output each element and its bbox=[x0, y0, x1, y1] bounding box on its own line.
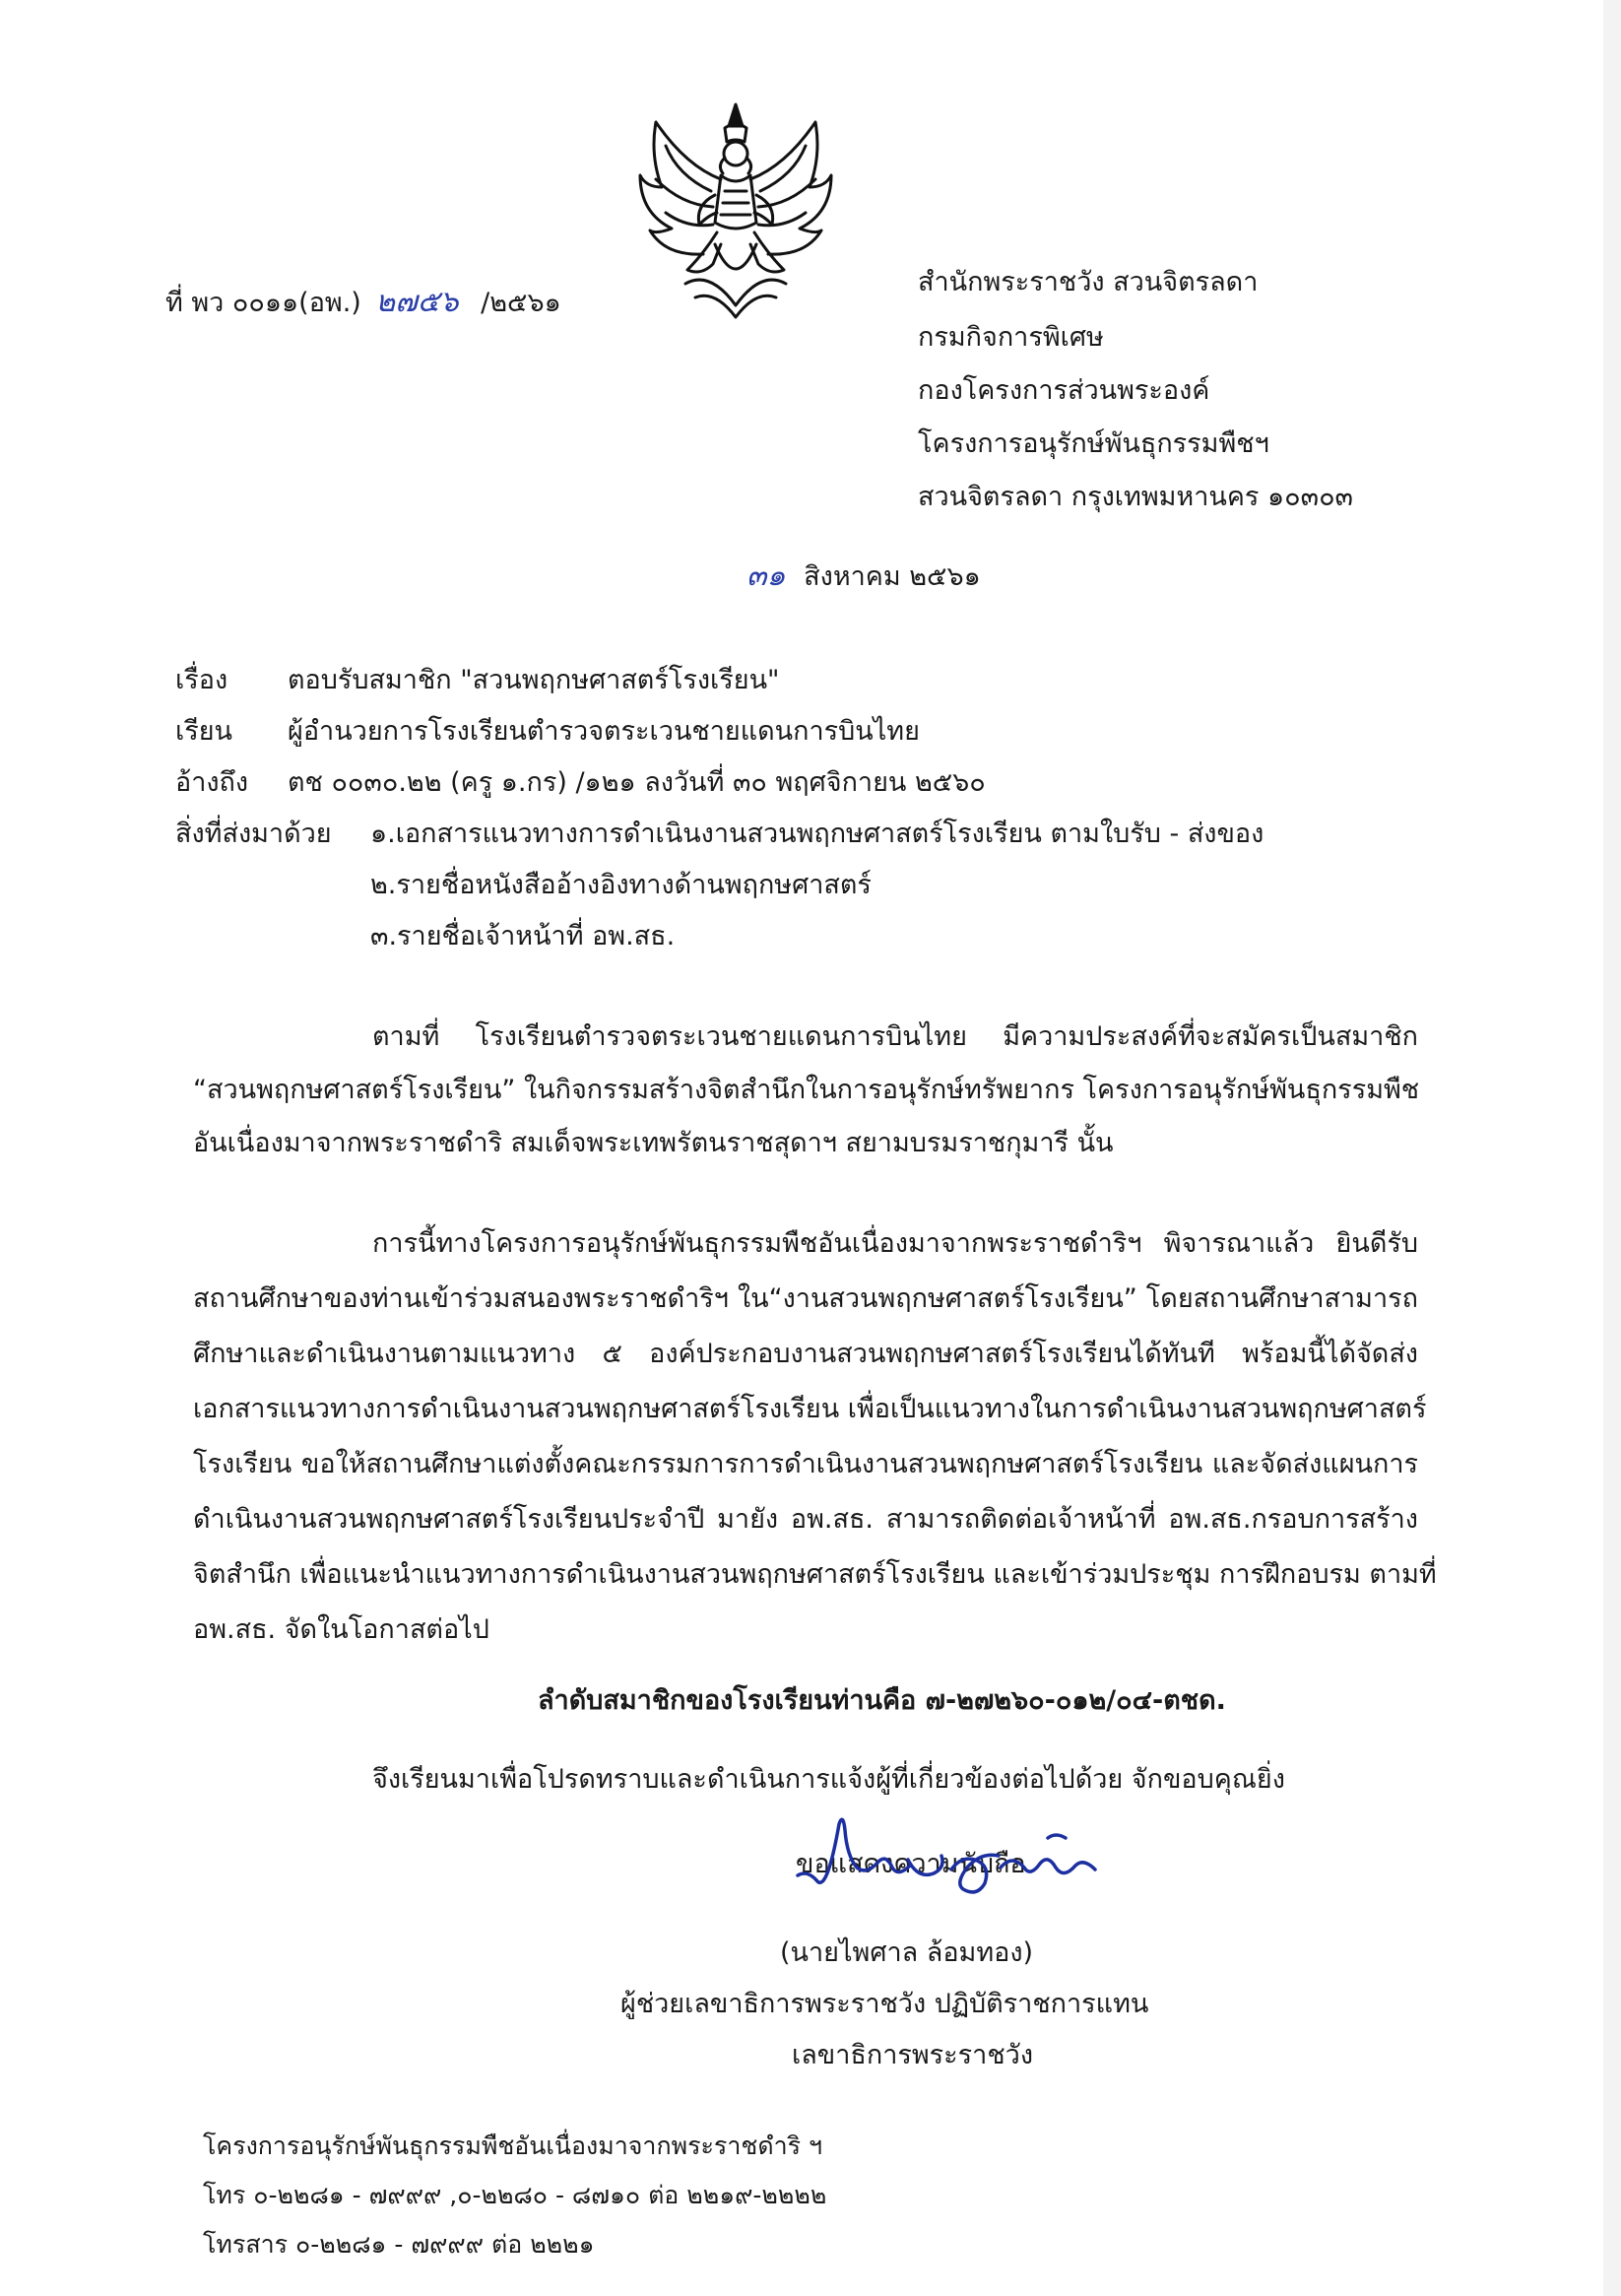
garuda-emblem-icon bbox=[626, 97, 845, 325]
handwritten-signature bbox=[788, 1810, 1123, 1919]
subject-label: เรื่อง bbox=[175, 665, 228, 695]
date-month-year: สิงหาคม ๒๕๖๑ bbox=[804, 561, 981, 592]
paragraph-line: โรงเรียน ขอให้สถานศึกษาแต่งตั้งคณะกรรมการการดำเนินงานสวนพฤกษศาสตร์โรงเรียน และจัดส่งแผนการ bbox=[193, 1449, 1418, 1479]
footer-org: โครงการอนุรักษ์พันธุกรรมพืชอันเนื่องมาจากพระราชดำริ ฯ bbox=[203, 2132, 823, 2160]
sender-line: โครงการอนุรักษ์พันธุกรรมพืชฯ bbox=[918, 428, 1269, 459]
letter-date bbox=[746, 559, 981, 594]
paragraph-line: การนี้ทางโครงการอนุรักษ์พันธุกรรมพืชอันเนื่องมาจากพระราชดำริฯ พิจารณาแล้ว ยินดีรับ bbox=[372, 1228, 1418, 1259]
paragraph-line: อันเนื่องมาจากพระราชดำริ สมเด็จพระเทพรัตนราชสุดาฯ สยามบรมราชกุมารี นั้น bbox=[193, 1128, 1114, 1158]
paragraph-line: สถานศึกษาของท่านเข้าร่วมสนองพระราชดำริฯ ใน“งานสวนพฤกษศาสตร์โรงเรียน” โดยสถานศึกษาสามารถ bbox=[193, 1283, 1418, 1314]
paragraph-line: เอกสารแนวทางการดำเนินงานสวนพฤกษศาสตร์โรงเรียน เพื่อเป็นแนวทางในการดำเนินงานสวนพฤกษศาสตร์ bbox=[193, 1394, 1427, 1424]
enclosure-item: ๒.รายชื่อหนังสืออ้างอิงทางด้านพฤกษศาสตร์ bbox=[370, 870, 872, 900]
enclosure-item: ๑.เอกสารแนวทางการดำเนินงานสวนพฤกษศาสตร์โรงเรียน ตามใบรับ - ส่งของ bbox=[370, 819, 1264, 849]
sender-line: สวนจิตรลดา กรุงเทพมหานคร ๑๐๓๐๓ bbox=[918, 482, 1354, 512]
to-value: ผู้อำนวยการโรงเรียนตำรวจตระเวนชายแดนการบินไทย bbox=[288, 716, 920, 747]
subject-value: ตอบรับสมาชิก "สวนพฤกษศาสตร์โรงเรียน" bbox=[288, 665, 780, 695]
scan-edge bbox=[1603, 0, 1621, 2296]
paragraph-line: จิตสำนึก เพื่อแนะนำแนวทางการดำเนินงานสวนพฤกษศาสตร์โรงเรียน และเข้าร่วมประชุม การฝึกอบรม ตามที่ bbox=[193, 1559, 1437, 1590]
member-number-line: ลำดับสมาชิกของโรงเรียนท่านคือ ๗-๒๗๒๖๐-๐๑๒/๐๔-ตชด. bbox=[538, 1685, 1226, 1716]
date-day-handwritten: ๓๑ bbox=[746, 558, 786, 593]
enclosure-label: สิ่งที่ส่งมาด้วย bbox=[175, 819, 332, 849]
doc-ref bbox=[165, 286, 561, 320]
signer-title: เลขาธิการพระราชวัง bbox=[792, 2040, 1034, 2070]
regards: ขอแสดงความนับถือ bbox=[796, 1849, 1026, 1879]
ref-value: ตช ๐๐๓๐.๒๒ (ครู ๑.กร) /๑๒๑ ลงวันที่ ๓๐ พฤศจิกายน ๒๕๖๐ bbox=[288, 767, 986, 798]
doc-ref-handwritten-no: ๒๗๕๖ bbox=[375, 285, 459, 319]
sender-line: กองโครงการส่วนพระองค์ bbox=[918, 375, 1210, 406]
footer-phone: โทร ๐-๒๒๘๑ - ๗๙๙๙ ,๐-๒๒๘๐ - ๘๗๑๐ ต่อ ๒๒๑๙-๒๒๒๒ bbox=[203, 2181, 827, 2209]
footer-fax: โทรสาร ๐-๒๒๘๑ - ๗๙๙๙ ต่อ ๒๒๒๑ bbox=[203, 2230, 595, 2259]
signer-name: (นายไพศาล ล้อมทอง) bbox=[780, 1937, 1034, 1968]
to-label: เรียน bbox=[175, 716, 233, 747]
paragraph-line: “สวนพฤกษศาสตร์โรงเรียน” ในกิจกรรมสร้างจิตสำนึกในการอนุรักษ์ทรัพยากร โครงการอนุรักษ์พันธุกรรมพืช bbox=[193, 1075, 1420, 1105]
sender-line: สำนักพระราชวัง สวนจิตรลดา bbox=[918, 267, 1259, 297]
doc-ref-year: /๒๕๖๑ bbox=[481, 288, 561, 318]
enclosure-item: ๓.รายชื่อเจ้าหน้าที่ อพ.สธ. bbox=[370, 921, 676, 951]
sender-line: กรมกิจการพิเศษ bbox=[918, 322, 1104, 353]
doc-ref-prefix: ที่ พว ๐๐๑๑(อพ.) bbox=[165, 288, 361, 318]
ref-label: อ้างถึง bbox=[175, 767, 249, 798]
paragraph-line: ตามที่ โรงเรียนตำรวจตระเวนชายแดนการบินไทย มีความประสงค์ที่จะสมัครเป็นสมาชิก bbox=[372, 1021, 1418, 1052]
closing-line: จึงเรียนมาเพื่อโปรดทราบและดำเนินการแจ้งผู้ที่เกี่ยวข้องต่อไปด้วย จักขอบคุณยิ่ง bbox=[372, 1764, 1285, 1795]
paragraph-line: ศึกษาและดำเนินงานตามแนวทาง ๕ องค์ประกอบงานสวนพฤกษศาสตร์โรงเรียนได้ทันที พร้อมนี้ได้จัดส่ง bbox=[193, 1339, 1418, 1369]
signer-title: ผู้ช่วยเลขาธิการพระราชวัง ปฏิบัติราชการแทน bbox=[620, 1989, 1149, 2019]
paragraph-line: ดำเนินงานสวนพฤกษศาสตร์โรงเรียนประจำปี มายัง อพ.สธ. สามารถติดต่อเจ้าหน้าที่ อพ.สธ.กรอบการสร้าง bbox=[193, 1504, 1418, 1535]
paragraph-line: อพ.สธ. จัดในโอกาสต่อไป bbox=[193, 1614, 489, 1645]
